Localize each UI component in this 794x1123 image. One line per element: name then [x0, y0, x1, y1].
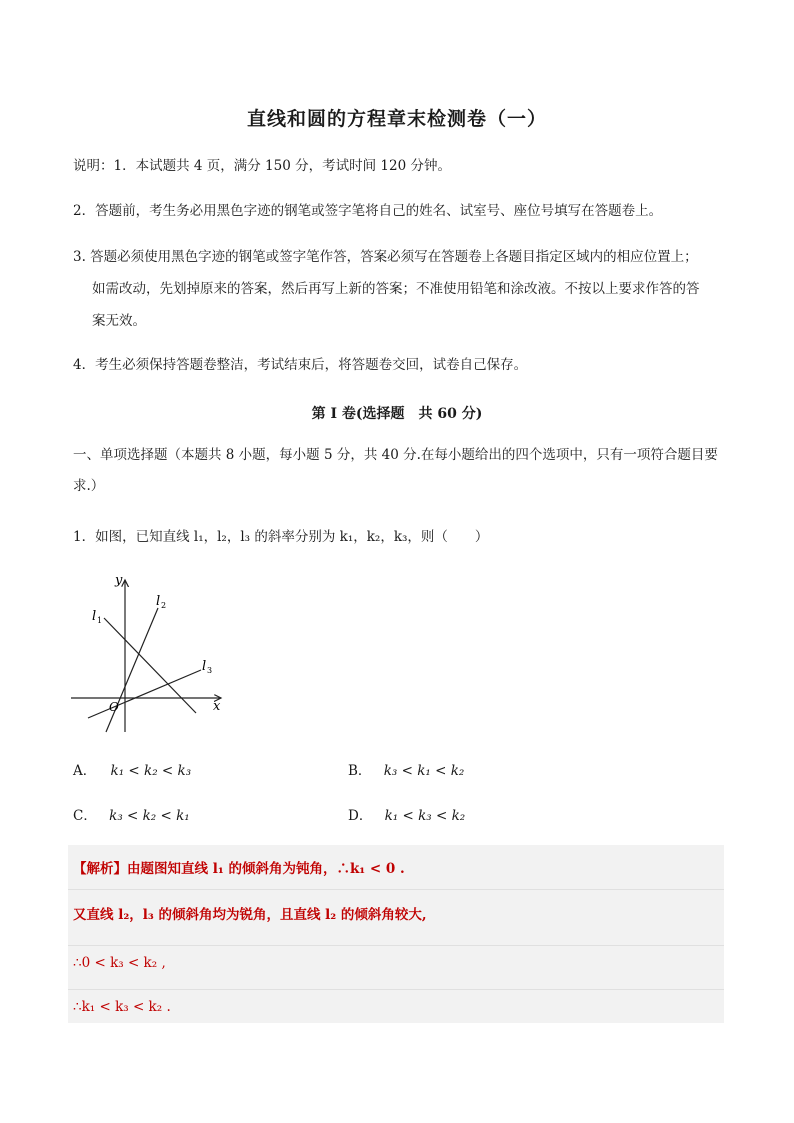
note-4: 4．考生必须保持答题卷整洁，考试结束后，将答题卷交回，试卷自己保存。 — [73, 357, 528, 373]
option-d-text: k₁ < k₃ < k₂ — [384, 808, 466, 824]
solution-panel — [68, 845, 724, 1023]
option-a-text: k₁ < k₂ < k₃ — [110, 763, 192, 779]
page-title: 直线和圆的方程章末检测卷（一） — [246, 108, 547, 130]
solution-divider — [68, 989, 724, 990]
l3-label: l — [202, 659, 207, 674]
option-c-label: C． — [73, 808, 97, 824]
option-c[interactable] — [73, 807, 190, 825]
note-2: 2．答题前，考生务必用黑色字迹的钢笔或签字笔将自己的姓名、试室号、座位号填写在答题卷上。 — [73, 203, 663, 219]
lines-figure — [66, 570, 236, 740]
solution-line-2: 又直线 l₂，l₃ 的倾斜角均为锐角，且直线 l₂ 的倾斜角较大, — [73, 907, 427, 923]
origin-label: O — [109, 700, 119, 714]
option-d-label: D． — [348, 808, 373, 824]
option-c-text: k₃ < k₂ < k₁ — [109, 808, 190, 824]
l3-subscript: 3 — [207, 666, 213, 675]
l2-subscript: 2 — [161, 601, 167, 610]
note-3-line-1: 3. 答题必须使用黑色字迹的钢笔或签字笔作答，答案必须写在答题卷上各题目指定区域内的相应位置上； — [73, 249, 698, 265]
l1-subscript: 1 — [97, 616, 103, 625]
option-b-text: k₃ < k₁ < k₂ — [383, 763, 465, 779]
option-b-label: B． — [348, 763, 372, 779]
solution-divider — [68, 889, 724, 890]
option-d[interactable] — [348, 807, 465, 825]
solution-line-4: ∴k₁ < k₃ < k₂ . — [73, 999, 171, 1015]
solution-line-1: 【解析】由题图知直线 l₁ 的倾斜角为钝角，∴k₁ < 0 . — [73, 861, 405, 877]
solution-divider — [68, 945, 724, 946]
l2-label: l — [156, 594, 161, 609]
note-3-line-3: 案无效。 — [92, 313, 146, 329]
line-l1 — [104, 618, 196, 713]
x-axis-label: x — [213, 699, 221, 714]
line-l3 — [88, 670, 201, 718]
option-a-label: A． — [73, 763, 97, 779]
option-a[interactable] — [73, 762, 191, 780]
part-heading-line-1: 一、单项选择题（本题共 8 小题，每小题 5 分，共 40 分.在每小题给出的四个选项中，只有一项符合题目要 — [73, 447, 718, 463]
section-title: 第 I 卷(选择题 共 60 分) — [311, 406, 483, 422]
option-b[interactable] — [348, 762, 464, 780]
l1-label: l — [92, 609, 97, 624]
part-heading-line-2: 求.） — [73, 478, 105, 494]
question-1: 1．如图，已知直线 l₁，l₂，l₃ 的斜率分别为 k₁，k₂，k₃，则（ ） — [73, 529, 489, 545]
y-axis-label: y — [115, 573, 123, 588]
note-1: 说明：1．本试题共 4 页，满分 150 分，考试时间 120 分钟。 — [73, 158, 451, 174]
solution-line-3: ∴0 < k₃ < k₂ , — [73, 955, 166, 971]
note-3-line-2: 如需改动，先划掉原来的答案，然后再写上新的答案；不准使用铅笔和涂改液。不按以上要求作答的答 — [92, 281, 700, 297]
